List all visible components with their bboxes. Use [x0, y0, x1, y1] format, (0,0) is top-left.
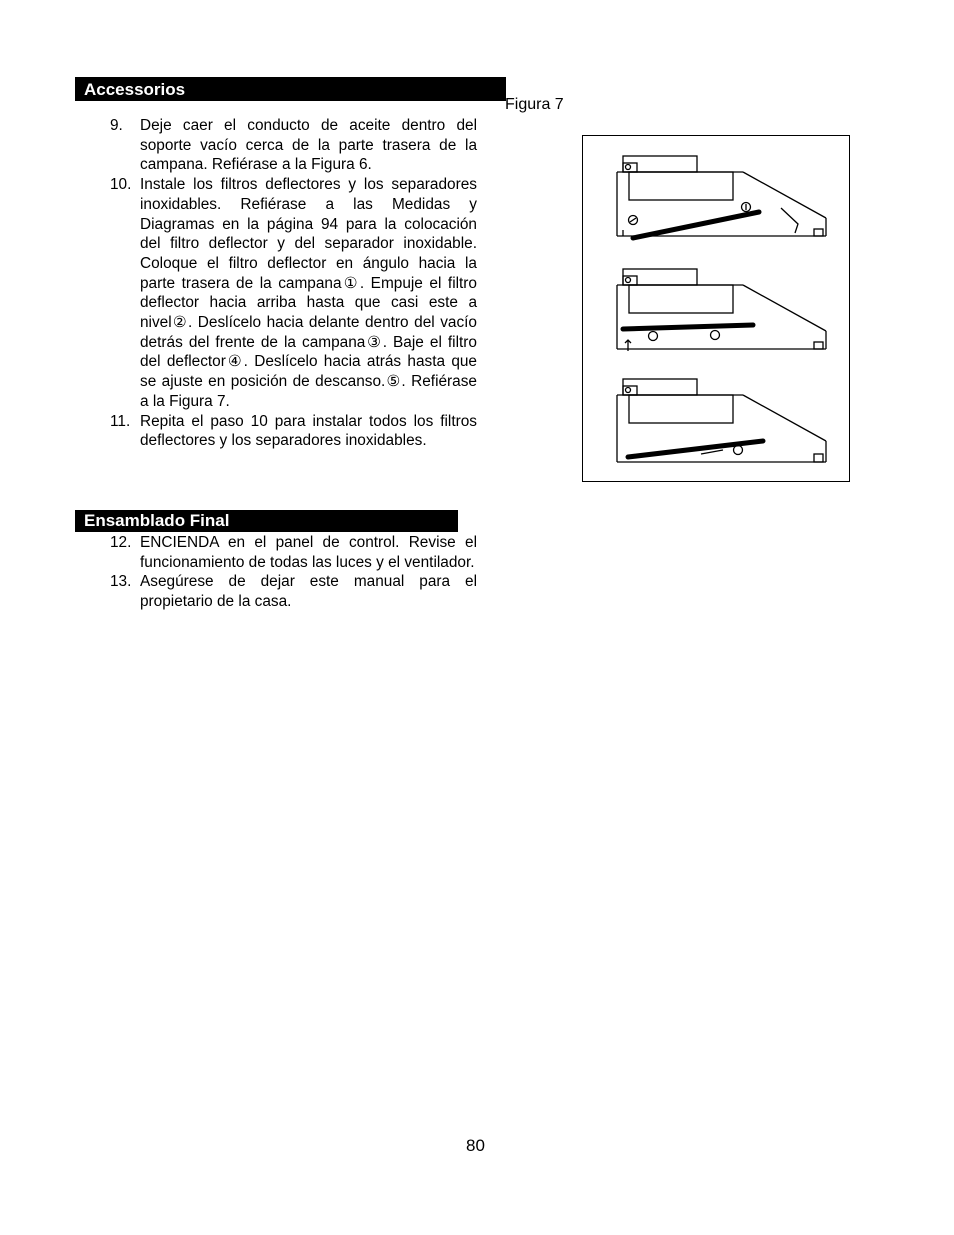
step-number: 11.: [110, 412, 131, 430]
figure-7-diagram: [582, 135, 850, 482]
step-number: 9.: [110, 117, 123, 134]
hood-panel-1: [617, 156, 826, 236]
page-number: 80: [466, 1136, 485, 1155]
step-11: [100, 412, 477, 451]
hood-panel-2: [617, 269, 826, 351]
step-13: [100, 572, 477, 611]
step-number: 12.: [110, 534, 132, 551]
step-12: [100, 533, 477, 572]
callout-2-icon: [629, 216, 638, 225]
step-text: ENCIENDA en el panel de control. Revise el funcionamiento de todas las luces y el ventilador.: [140, 534, 477, 571]
baffle-filter-raised: [623, 325, 753, 329]
callout-3-icon: [649, 332, 658, 341]
step-10: [100, 175, 477, 411]
baffle-filter-angled: [633, 212, 759, 238]
step-text: Asegúrese de dejar este manual para el propietario de la casa.: [140, 573, 477, 611]
figure-caption: Figura 7: [505, 96, 564, 113]
callout-4-icon: [711, 331, 720, 340]
section-header-accessories: Accessorios: [75, 78, 506, 101]
step-text: Repita el paso 10 para instalar todos los filtros deflectores y los separadores inoxidables.: [140, 412, 477, 450]
hood-panel-3: [617, 379, 826, 462]
arrow-icon: [701, 450, 723, 454]
final-assembly-steps: [100, 533, 477, 612]
step-number: 10.: [110, 176, 132, 194]
accessories-steps: [100, 116, 477, 451]
step-text: Instale los filtros deflectores y los separadores inoxidables. Refiérase a las Medidas y Diagramas en la página 94 para la colocación del filtro deflector y del separador inoxidable. Coloque el filtro deflector en ángulo hacia la parte trasera de la campana①. Empuje el filtro deflector hacia arriba hasta que casi este a nivel②. Deslícelo hacia delante dentro del vacío detrás del frente de la campana③. Baje el filtro del deflector④. Deslícelo hacia atrás hasta que se ajuste en posición de descanso.⑤. Refiérase a la Figura 7.: [140, 176, 477, 410]
baffle-filter-installation-illustration: [583, 136, 851, 483]
step-text: Deje caer el conducto de aceite dentro del soporte vacío cerca de la parte trasera de la campana. Refiérase a la Figura 6.: [140, 117, 477, 174]
callout-1-icon: [742, 203, 751, 212]
step-9: [100, 116, 477, 175]
step-number: 13.: [110, 573, 132, 591]
section-header-final-assembly: Ensamblado Final: [75, 510, 458, 532]
